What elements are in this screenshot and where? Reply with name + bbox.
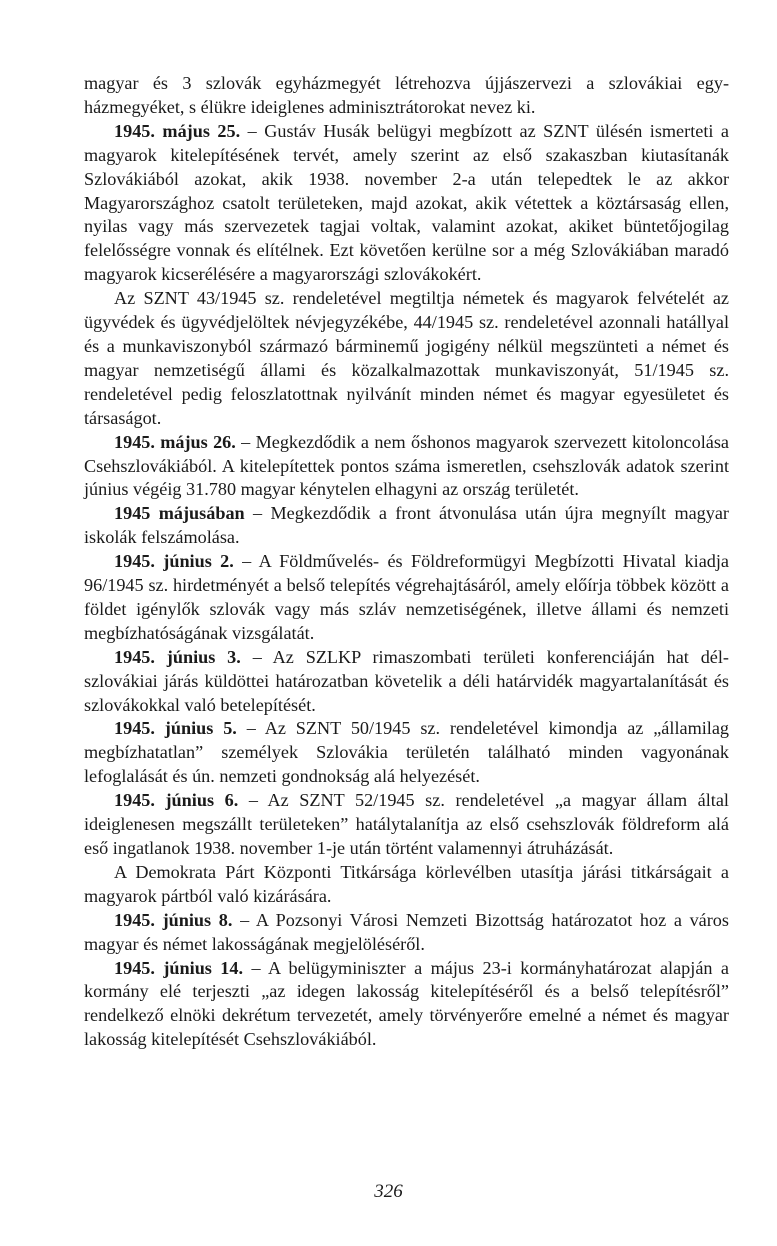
entry-date: 1945. június 6.: [114, 790, 239, 811]
chronology-entry: [84, 717, 729, 789]
entry-text: – Megkezdődik a front átvonulása után újra megnyílt magyar iskolák felszámolása.: [84, 503, 729, 548]
chronology-entry: [84, 909, 729, 957]
entry-date: 1945. június 8.: [114, 909, 233, 930]
paragraph-text: A Demokrata Párt Központi Titkársága körlevélben utasítja járási titkárságait a magyarok pártból való kizárására.: [84, 861, 729, 906]
chronology-entry: [84, 120, 729, 287]
paragraph-text: Az SZNT 43/1945 sz. rendeletével megtiltja németek és magyarok felvételét az ügyvédek és ügyvédjelöltek névjegyzékébe, 44/1945 sz. rendeletével azonnali hatállyal és a munkaviszonyból származó bárminemű jogigény nélkül megszünteti a német és magyar nemzetiségű állami és közalkalmazottak munkaviszonyát, 51/1945 sz. rendeletével pedig feloszlatottnak nyilvánít minden német és magyar egyesületet és társaságot.: [84, 288, 729, 428]
chronology-entry: [84, 957, 729, 1053]
entry-text: – Megkezdődik a nem őshonos magyarok szervezett kitoloncolása Csehszlovákiából. A kitelepítettek pontos száma ismeretlen, csehszlovák adatok szerint június végéig 31.780 magyar kénytelen elhagyni az ország területét.: [84, 431, 729, 500]
entry-date: 1945. május 25.: [114, 120, 241, 141]
entry-text: – Az SZNT 50/1945 sz. rendeletével kimondja az „államilag megbízhatatlan” személyek Szlovákia területén található minden vagyonának lefoglalását és ún. nemzeti gondnokság alá helyezését.: [84, 718, 729, 787]
entry-text: – Az SZNT 52/1945 sz. rendeletével „a magyar állam által ideiglenesen megszállt területeken” hatálytalanítja az első csehszlovák földreform alá eső ingatlanok 1938. november 1-je után történt valamennyi átruházását.: [84, 790, 729, 858]
entry-date: 1945 májusában: [114, 503, 245, 524]
chronology-entry: [84, 550, 729, 646]
paragraph-continuation: [84, 72, 729, 120]
entry-date: 1945. június 5.: [114, 718, 237, 739]
chronology-entry: [84, 502, 729, 550]
chronology-entry: [84, 646, 729, 718]
entry-text: – Az SZLKP rimaszombati területi konferenciáján hat dél-szlovákiai járás küldöttei határozatban követelik a déli határvidék magyartalanítását és szlovákokkal való betelepítését.: [84, 646, 729, 715]
chronology-entry: [84, 431, 729, 503]
entry-text: – A belügyminiszter a május 23-i kormányhatározat alapján a kormány elé terjeszti „az idegen lakosság kitelepítéséről és a belső telepítésről” rendelkező elnöki dekrétum tervezetét, amely törvényerőre emelné a német és magyar lakosság kitelepítését Csehszlovákiából.: [84, 957, 729, 1050]
entry-date: 1945. június 3.: [114, 646, 241, 667]
entry-date: 1945. június 2.: [114, 551, 234, 572]
entry-date: 1945. május 26.: [114, 431, 236, 452]
entry-text: – A Pozsonyi Városi Nemzeti Bizottság határozatot hoz a város magyar és német lakosságának megjelöléséről.: [84, 909, 729, 954]
entry-date: 1945. június 14.: [114, 957, 244, 978]
paragraph: [84, 287, 729, 430]
entry-text: – A Földművelés- és Földreformügyi Megbízotti Hivatal kiadja 96/1945 sz. hirdetményét a belső telepítés végrehajtásáról, amely előírja többek között a földet igénylők szlovák vagy más szláv nemzetiségének, illetve állami és nemzeti megbízhatóságának vizsgálatát.: [84, 551, 729, 643]
entry-text: – Gustáv Husák belügyi megbízott az SZNT ülésén ismerteti a magyarok kitelepítésének tervét, amely szerint az első szakaszban kiutasítanák Szlovákiából azokat, akik 1938. november 2-a után telepedtek le az akkor Magyarországhoz csatolt területeken, majd azokat, akik vétettek a köztársaság ellen, nyilas vagy más szervezetek tagjai voltak, valamint azokat, akiket büntetőjogilag felelősségre vonnak és elítélnek. Ezt követően kerülne sor a még Szlovákiában maradó magyarok kicserélésére a magyarországi szlovákokért.: [84, 120, 729, 285]
page-number: 326: [374, 1181, 403, 1202]
chronology-entry: [84, 789, 729, 861]
paragraph-text: magyar és 3 szlovák egyházmegyét létrehozva újjászervezi a szlovákiai egyházmegyéket, s élükre ideiglenes adminisztrátorokat nevez ki.: [84, 73, 729, 117]
paragraph: [84, 861, 729, 909]
